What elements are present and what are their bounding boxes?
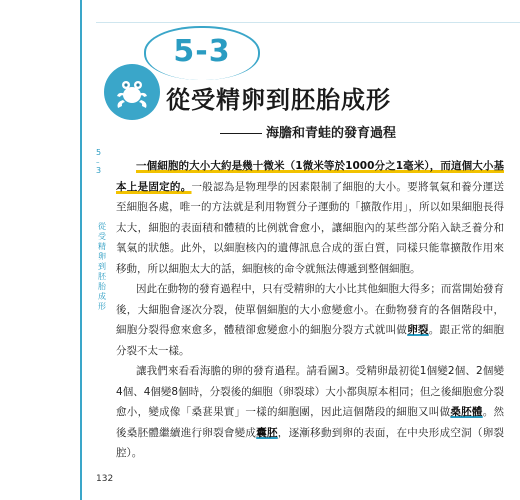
paragraph-3-text-b: 。然後桑胚體繼續進行卵裂會變成 [116,406,505,439]
keyword-cleavage: 卵裂 [407,324,429,336]
top-rule [96,22,520,23]
paragraph-1-text: 一般認為是物理學的因素限制了細胞的大小。要將氧氣和養分運送至細胞各處，唯一的方法就是利用物質分子運動的「擴散作用」，所以如果細胞長得太大，細胞的表面積和體積的比例就會愈小，讓細胞內的某些部分陷入缺乏養分和氧氣的狀態。此外，以細胞核內的遺傳訊息合成的蛋白質，同樣只能靠擴散作用來移動，所以細胞太大的話，細胞核的命令就無法傳遞到整個細胞。 [116,180,504,275]
side-section-number-top: 5 [96,148,102,157]
paragraph-1 [116,156,504,279]
page-number: 132 [96,474,114,484]
paragraph-3 [116,361,504,464]
lead-sentence: 一個細胞的大小大約是幾十微米（1微米等於1000分之1毫米），而這個大小基本上是固定的。 [116,160,504,193]
side-running-title: 從受精卵到胚胎成形 [98,222,106,311]
page-margin [0,0,78,500]
paragraph-2 [116,279,504,361]
paragraph-2-text-a: 因此在動物的發育過程中，只有受精卵的大小比其他細胞大得多；而當開始發育後，大細胞會逐次分裂，使單個細胞的大小愈變愈小。在動物發育的各個階段中，細胞分裂得愈來愈多，體積卻愈變愈小的細胞分裂方式就叫做 [116,283,504,336]
chapter-title: 從受精卵到胚胎成形 [166,86,391,114]
chapter-subtitle-text: 海膽和青蛙的發育過程 [266,126,397,141]
frog-icon [112,72,152,112]
side-section-divider: – [96,158,100,166]
keyword-morula: 桑胚體 [450,406,483,418]
frog-badge [104,64,160,120]
keyword-blastula: 囊胚 [256,426,278,439]
side-accent-rule [80,0,82,500]
chapter-subtitle [220,122,396,141]
subtitle-dash [220,133,262,135]
paragraph-3-text-c: ，逐漸移動到卵的表面，在中央形成空洞（卵裂腔）。 [116,426,505,459]
paragraph-2-text-b: 。跟正常的細胞分裂不太一樣。 [116,324,505,357]
side-section-number-bottom: 3 [96,166,102,175]
chapter-number: 5-3 [173,34,231,69]
body-text [116,156,504,464]
paragraph-3-text-a: 讓我們來看看海膽的卵的發育過程。請看圖3。受精卵最初從1個變2個、2個變4個、4個變8個時，分裂後的細胞（卵裂球）大小都與原本相同；但之後細胞愈分裂愈小，變成像「桑葚果實」一樣的細胞團，因此這個階段的細胞又叫做 [116,365,504,418]
